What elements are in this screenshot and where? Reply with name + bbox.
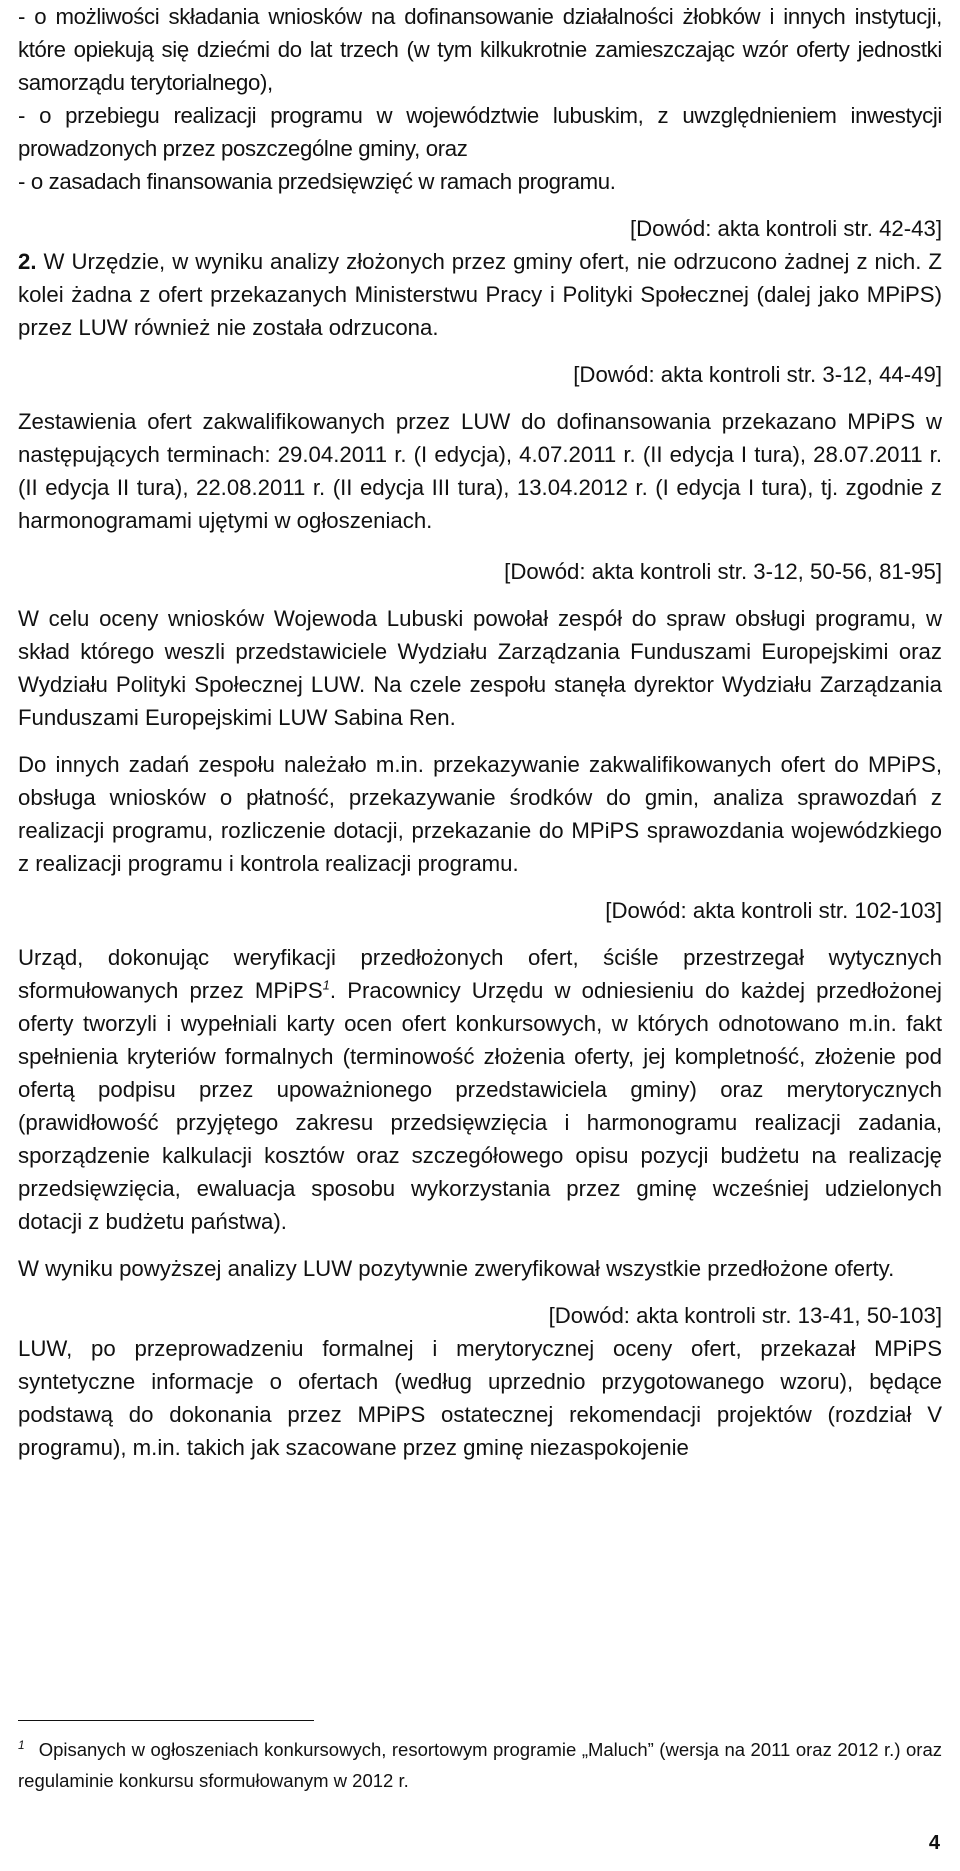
team-paragraph: W celu oceny wniosków Wojewoda Lubuski powołał zespół do spraw obsługi programu, w skład którego weszli przedstawiciele Wydziału Zarządzania Funduszami Europejskimi oraz Wydziału Polityki Społecznej LUW. Na czele zespołu stanęła dyrektor Wydziału Zarządzania Funduszami Europejskimi LUW Sabina Ren. — [18, 606, 942, 730]
team-tasks-paragraph: Do innych zadań zespołu należało m.in. przekazywanie zakwalifikowanych ofert do MPiPS, obsługa wniosków o płatność, przekazywanie środków do gmin, analiza sprawozdań z realizacji programu, rozliczenie dotacji, przekazanie do MPiPS sprawozdania wojewódzkiego z realizacji programu i kontrola realizacji programu. — [18, 752, 942, 876]
footnote-mark: 1 — [18, 1737, 25, 1752]
footnote-divider — [18, 1720, 314, 1721]
document-body — [18, 0, 942, 1464]
intro-item-3: - o zasadach finansowania przedsięwzięć w ramach programu. — [18, 169, 616, 194]
page-number: 4 — [928, 1832, 940, 1854]
intro-item-1: - o możliwości składania wniosków na dofinansowanie działalności żłobków i innych instytucji, które opiekują się dziećmi do lat trzech (w tym kilkukrotnie zamieszczając wzór oferty jednostki samorządu terytorialnego), — [18, 4, 942, 95]
footnote-text: Opisanych w ogłoszeniach konkursowych, resortowym programie „Maluch” (wersja na 2011 oraz 2012 r.) oraz regulaminie konkursu sformułowanym w 2012 r. — [18, 1739, 942, 1791]
evidence-reference-3: [Dowód: akta kontroli str. 3-12, 50-56, 81-95] — [504, 559, 942, 584]
verification-text-start: Urząd, dokonując weryfikacji przedłożonych ofert, ściśle przestrzegał wytycznych sformułowanych przez MPiPS — [18, 945, 942, 1003]
verification-paragraph — [18, 941, 942, 1238]
intro-item-2: - o przebiegu realizacji programu w województwie lubuskim, z uwzględnieniem inwestycji prowadzonych przez poszczególne gminy, oraz — [18, 103, 942, 161]
analysis-result-paragraph: W wyniku powyższej analizy LUW pozytywnie zweryfikował wszystkie przedłożone oferty. — [18, 1256, 895, 1281]
section-2-number: 2. — [18, 249, 37, 274]
footnote-reference[interactable]: 1 — [322, 977, 330, 993]
section-2-paragraph — [18, 245, 942, 344]
evidence-reference-4: [Dowód: akta kontroli str. 102-103] — [605, 898, 942, 923]
evidence-reference-2: [Dowód: akta kontroli str. 3-12, 44-49] — [573, 362, 942, 387]
section-2-text: W Urzędzie, w wyniku analizy złożonych przez gminy ofert, nie odrzucono żadnej z nich. Z kolei żadna z ofert przekazanych Ministerstwu Pracy i Polityki Społecznej (dalej jako MPiPS) przez LUW również nie została odrzucona. — [18, 249, 942, 340]
evidence-reference-1: [Dowód: akta kontroli str. 42-43] — [629, 216, 942, 241]
submission-dates-paragraph: Zestawienia ofert zakwalifikowanych przez LUW do dofinansowania przekazano MPiPS w następujących terminach: 29.04.2011 r. (I edycja), 4.07.2011 r. (II edycja I tura), 28.07.2011 r. (II edycja II tura), 22.08.2011 r. (II edycja III tura), 13.04.2012 r. (I edycja I tura), tj. zgodnie z harmonogramami ujętymi w ogłoszeniach. — [18, 409, 942, 533]
footnote — [18, 1734, 942, 1796]
verification-text-end: . Pracownicy Urzędu w odniesieniu do każdej przedłożonej oferty tworzyli i wypełniali karty ocen ofert konkursowych, w których odnotowano m.in. fakt spełnienia kryteriów formalnych (terminowość złożenia oferty, jej kompletność, złożenie pod ofertą podpisu przez upoważnionego przedstawiciela gminy) oraz merytorycznych (prawidłowość przyjętego zakresu przedsięwzięcia i harmonogramu realizacji zadania, sporządzenie kalkulacji kosztów oraz szczegółowego opisu pozycji budżetu na realizację przedsięwzięcia, ewaluacja sposobu wykorzystania przez gminę wcześniej udzielonych dotacji z budżetu państwa). — [18, 978, 942, 1234]
evidence-reference-5: [Dowód: akta kontroli str. 13-41, 50-103] — [548, 1303, 942, 1328]
luw-summary-paragraph: LUW, po przeprowadzeniu formalnej i merytorycznej oceny ofert, przekazał MPiPS syntetyczne informacje o ofertach (według uprzednio przygotowanego wzoru), będące podstawą do dokonania przez MPiPS ostatecznej rekomendacji projektów (rozdział V programu), m.in. takich jak szacowane przez gminę niezaspokojenie — [18, 1336, 942, 1460]
